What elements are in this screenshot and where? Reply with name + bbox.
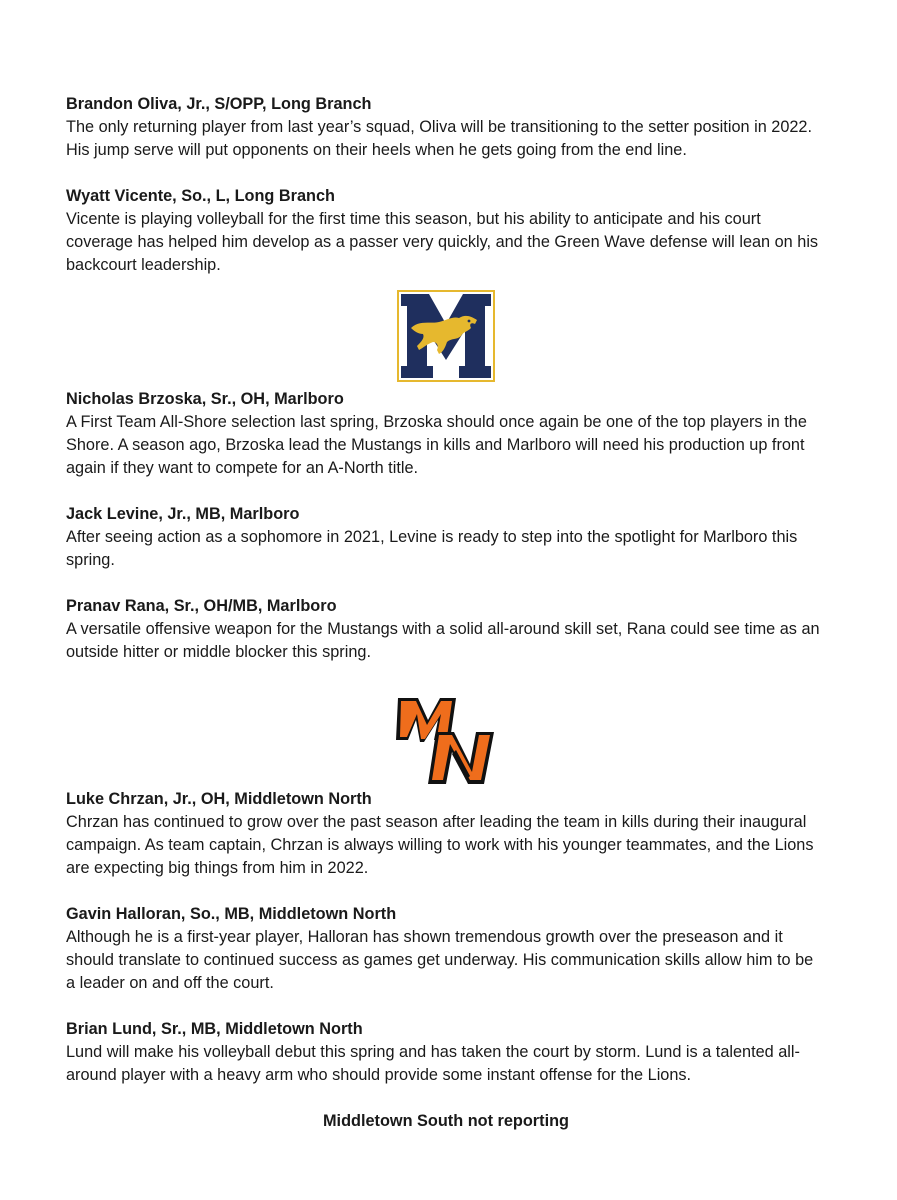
player-entry	[66, 595, 826, 664]
marlboro-mustang-logo	[397, 290, 495, 382]
marlboro-logo-row	[66, 290, 826, 382]
player-entry	[66, 185, 826, 277]
player-name: Brian Lund, Sr., MB, Middletown North	[66, 1020, 363, 1038]
player-bio: Chrzan has continued to grow over the past season after leading the team in kills during their inaugural campaign. As team captain, Chrzan is always willing to work with his younger teammates, and the Lions are expecting big things from him in 2022.	[66, 813, 814, 877]
player-bio: After seeing action as a sophomore in 2021, Levine is ready to step into the spotlight for Marlboro this spring.	[66, 528, 798, 569]
player-name: Pranav Rana, Sr., OH/MB, Marlboro	[66, 597, 337, 615]
player-bio: A First Team All-Shore selection last spring, Brzoska should once again be one of the top players in the Shore. A season ago, Brzoska lead the Mustangs in kills and Marlboro will need his production up front again if they want to compete for an A-North title.	[66, 413, 807, 477]
player-name: Luke Chrzan, Jr., OH, Middletown North	[66, 790, 372, 808]
player-bio: The only returning player from last year’s squad, Oliva will be transitioning to the setter position in 2022. His jump serve will put opponents on their heels when he gets going from the end line.	[66, 118, 813, 159]
player-entry	[66, 903, 826, 995]
player-name: Brandon Oliva, Jr., S/OPP, Long Branch	[66, 95, 372, 113]
player-entry	[66, 788, 826, 880]
middletown-north-mn-logo	[394, 690, 498, 786]
player-bio: Vicente is playing volleyball for the first time this season, but his ability to anticipate and his court coverage has helped him develop as a passer very quickly, and the Green Wave defense will lean on his backcourt leadership.	[66, 210, 819, 274]
player-name: Wyatt Vicente, So., L, Long Branch	[66, 187, 335, 205]
footer-note: Middletown South not reporting	[323, 1112, 569, 1130]
player-entry	[66, 388, 826, 480]
player-bio: Although he is a first-year player, Halloran has shown tremendous growth over the preseason and it should translate to continued success as games get underway. His communication skills allow him to be a leader on and off the court.	[66, 928, 814, 992]
player-name: Nicholas Brzoska, Sr., OH, Marlboro	[66, 390, 344, 408]
document-content	[66, 93, 826, 1133]
player-name: Jack Levine, Jr., MB, Marlboro	[66, 505, 300, 523]
player-bio: Lund will make his volleyball debut this spring and has taken the court by storm. Lund is a talented all-around player with a heavy arm who should provide some instant offense for the Lions.	[66, 1043, 800, 1084]
player-entry	[66, 503, 826, 572]
middletown-north-logo-row	[66, 690, 826, 786]
player-name: Gavin Halloran, So., MB, Middletown North	[66, 905, 397, 923]
player-entry	[66, 93, 826, 162]
player-entry	[66, 1018, 826, 1087]
player-bio: A versatile offensive weapon for the Mustangs with a solid all-around skill set, Rana could see time as an outside hitter or middle blocker this spring.	[66, 620, 820, 661]
